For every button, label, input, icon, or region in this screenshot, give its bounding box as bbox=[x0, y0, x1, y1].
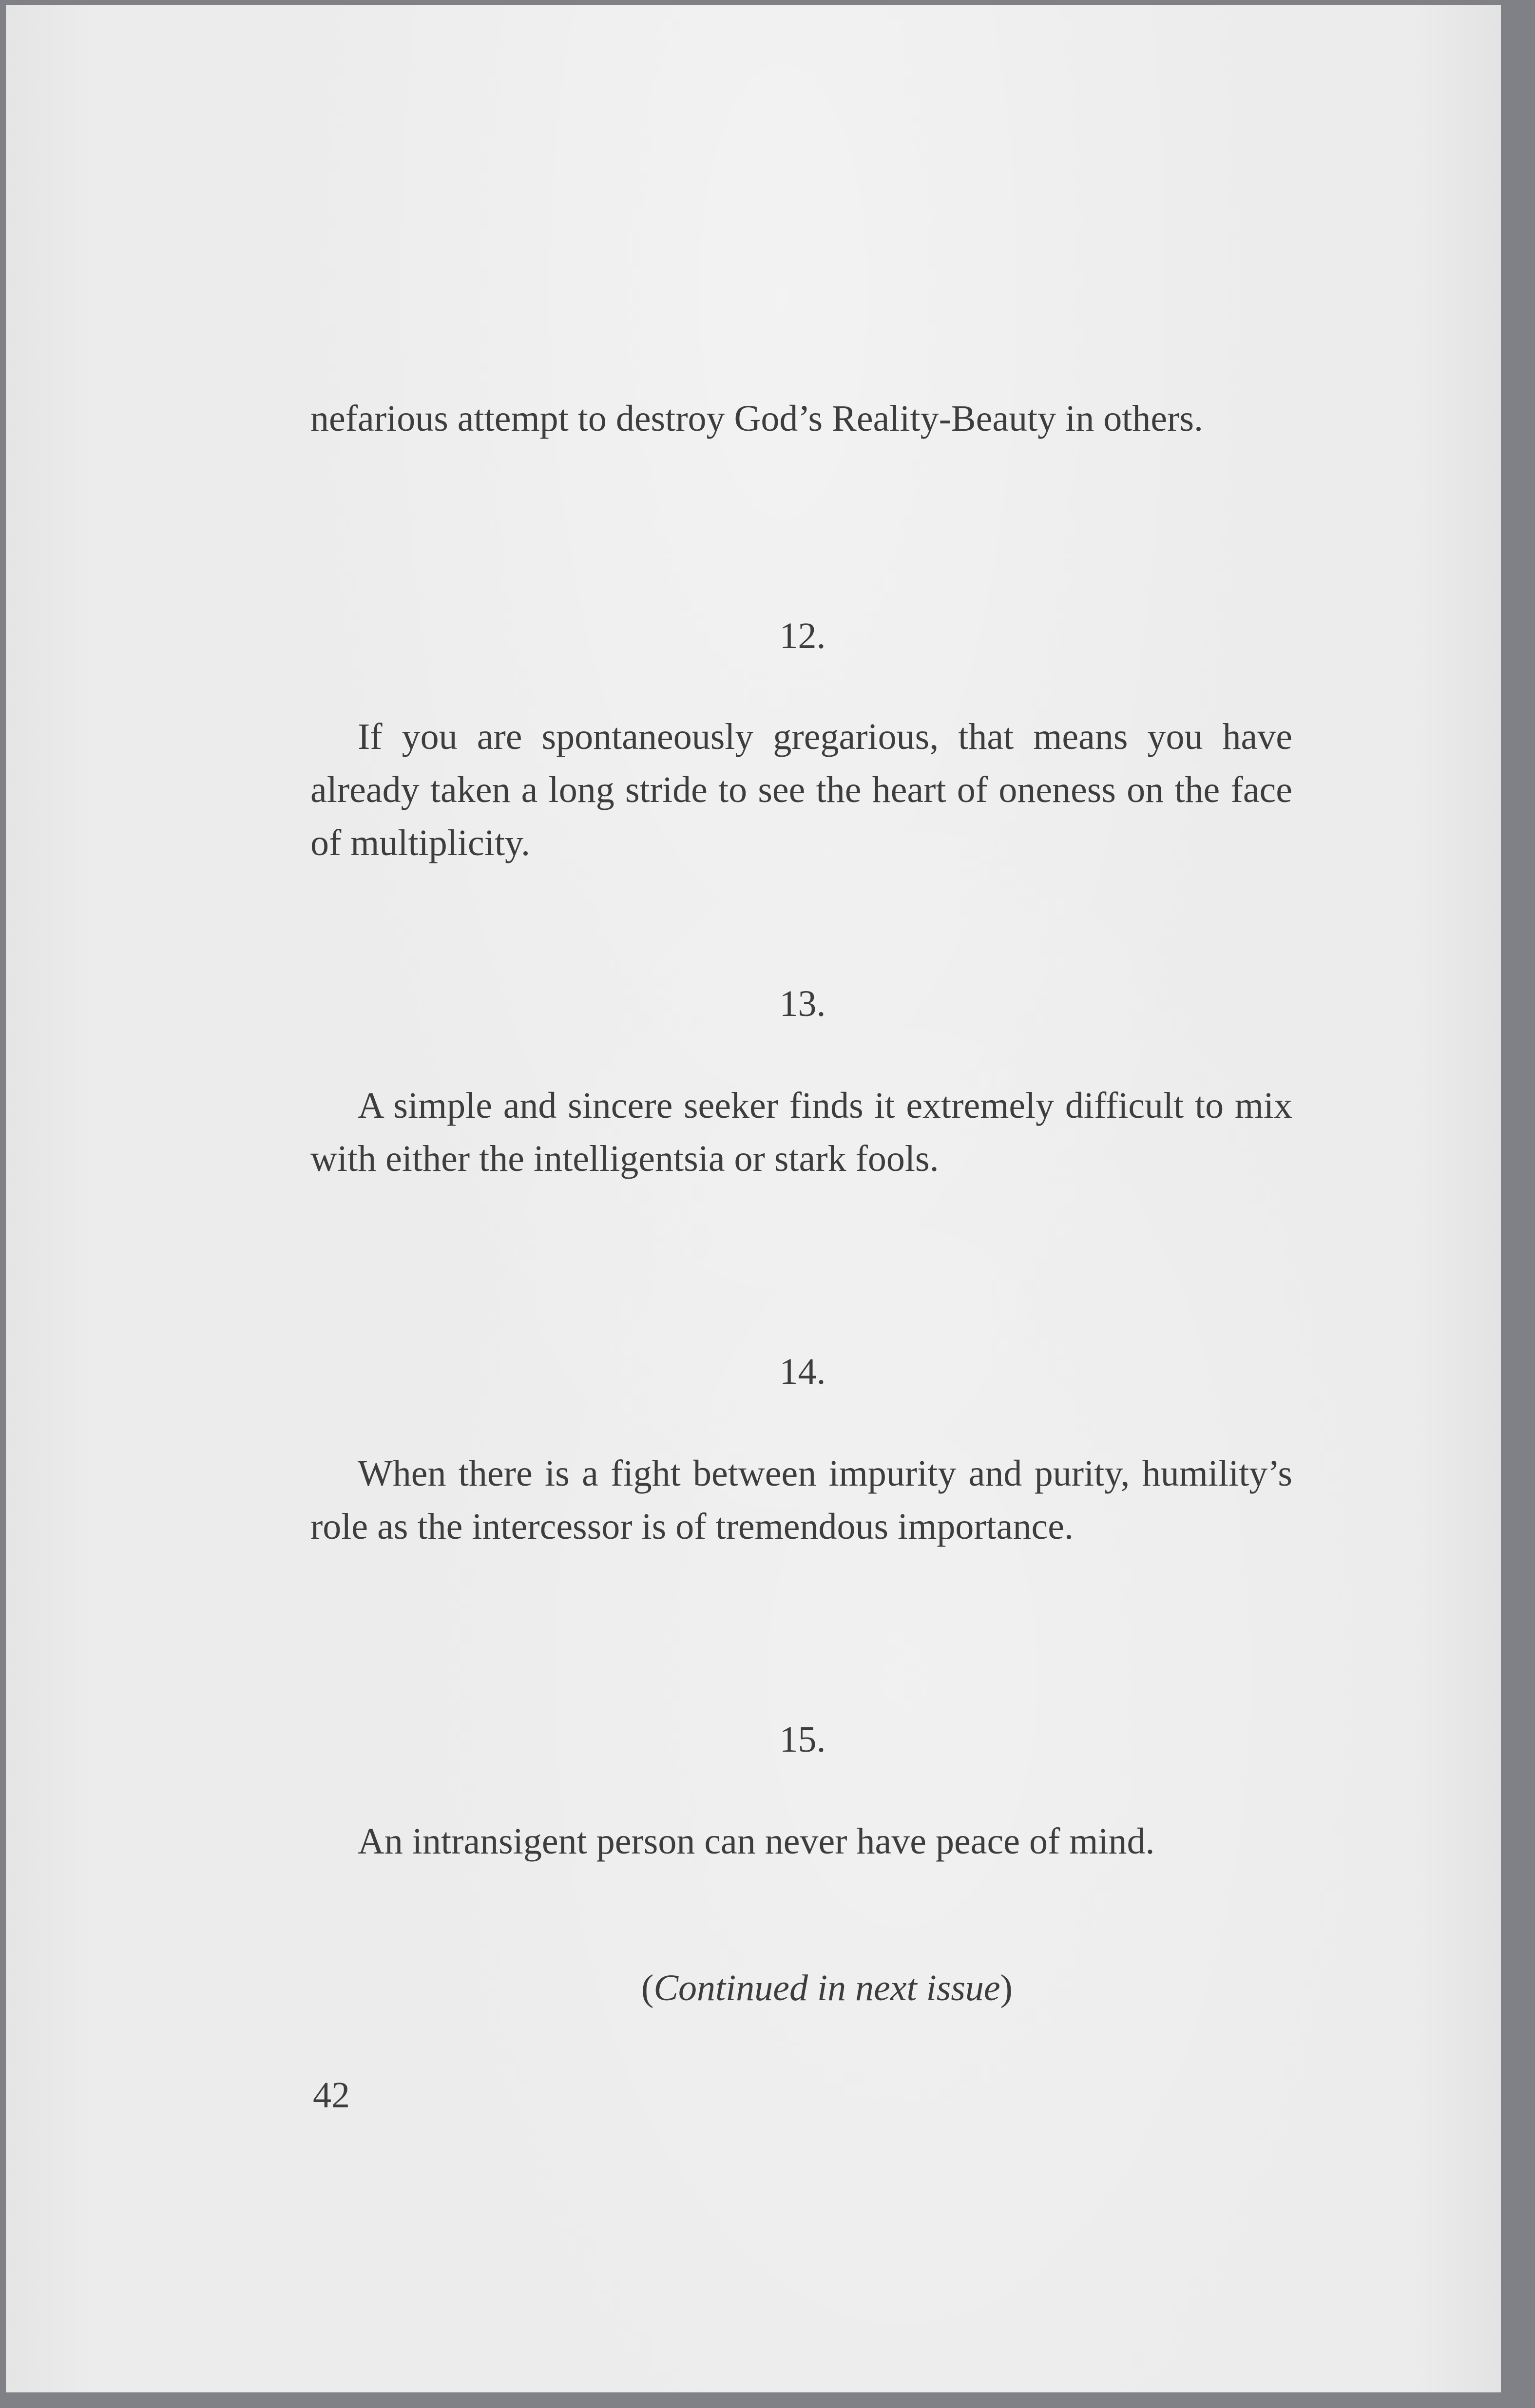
continued-close-paren: ) bbox=[1000, 1968, 1013, 2008]
page-number: 42 bbox=[313, 2075, 350, 2116]
section-text-13: A simple and sincere seeker finds it extremely difficult to mix with either the intelligentsia or stark fools. bbox=[310, 1085, 1292, 1179]
continued-text: Continued in next issue bbox=[653, 1968, 1000, 2008]
section-text-14: When there is a fight between impurity and purity, humility’s role as the intercessor is of tremendous importance. bbox=[310, 1453, 1292, 1547]
continued-note bbox=[6, 1964, 1501, 2012]
section-number-14: 14. bbox=[779, 1351, 826, 1392]
book-page bbox=[6, 5, 1501, 2392]
opening-paragraph: nefarious attempt to destroy God’s Reality-Beauty in others. bbox=[310, 398, 1204, 439]
section-number-15: 15. bbox=[779, 1719, 826, 1760]
section-text-15: An intransigent person can never have peace of mind. bbox=[358, 1821, 1155, 1862]
section-number-12: 12. bbox=[779, 615, 826, 656]
section-number-13: 13. bbox=[779, 983, 826, 1024]
continued-open-paren: ( bbox=[641, 1968, 654, 2008]
section-text-12: If you are spontaneously gregarious, that means you have already taken a long stride to see the heart of oneness on the face of multiplicity. bbox=[310, 716, 1292, 863]
